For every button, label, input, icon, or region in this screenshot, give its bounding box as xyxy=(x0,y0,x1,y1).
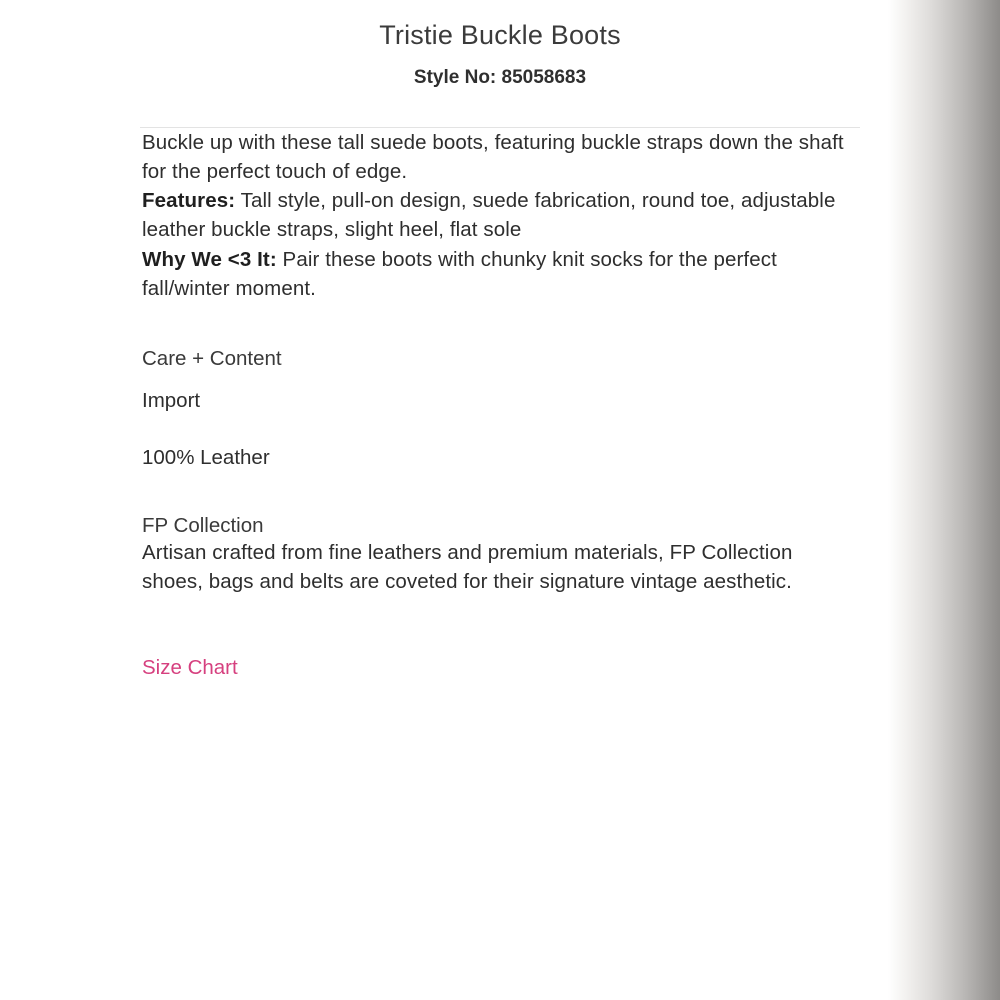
description-why-we-love-it xyxy=(142,245,858,303)
fp-collection-heading: FP Collection xyxy=(142,513,264,537)
style-number: Style No: 85058683 xyxy=(413,67,587,89)
product-details-panel xyxy=(112,0,888,1000)
features-label: Features: xyxy=(142,189,236,213)
care-material: 100% Leather xyxy=(142,445,270,469)
why-we-love-it-text: Pair these boots with chunky knit socks for the perfect fall/winter moment. xyxy=(142,247,777,300)
features-text: Tall style, pull-on design, suede fabrication, round toe, adjustable leather buckle straps, slight heel, flat sole xyxy=(142,189,836,242)
why-we-love-it-label: Why We <3 It: xyxy=(142,247,277,271)
care-content-heading: Care + Content xyxy=(142,346,282,370)
description-body xyxy=(112,128,888,680)
fp-collection-text: Artisan crafted from fine leathers and premium materials, FP Collection shoes, bags and belts are coveted for their signature vintage aesthetic. xyxy=(142,540,793,593)
page-title: Tristie Buckle Boots xyxy=(379,20,621,50)
size-chart-link[interactable]: Size Chart xyxy=(142,655,238,679)
description-features xyxy=(142,186,858,244)
description-intro: Buckle up with these tall suede boots, featuring buckle straps down the shaft for the perfect touch of edge. xyxy=(142,131,844,184)
care-import: Import xyxy=(142,388,201,412)
